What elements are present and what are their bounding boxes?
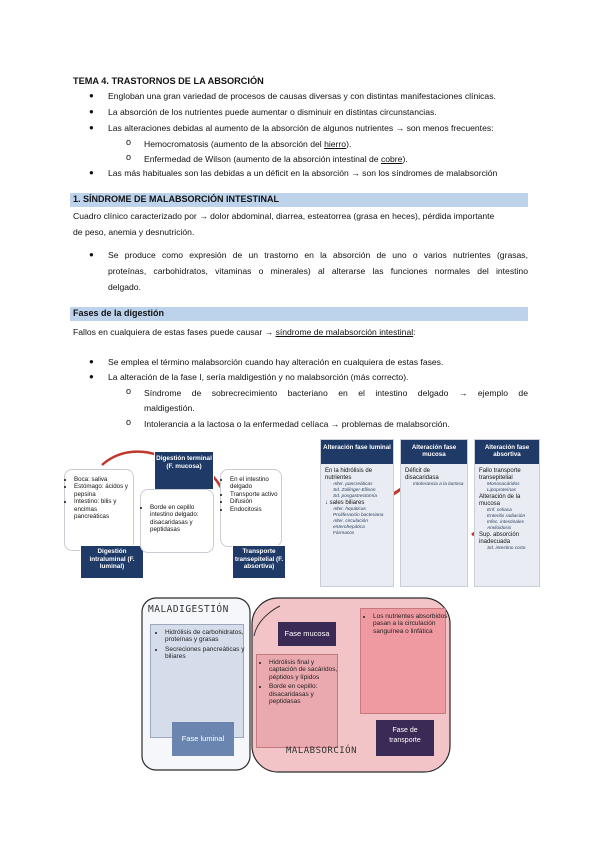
panel-title: Alteración fase mucosa xyxy=(401,440,467,464)
bullet-icon: ● xyxy=(89,372,94,381)
section-1-heading: 1. SÍNDROME DE MALABSORCIÓN INTESTINAL xyxy=(73,194,280,204)
intro-bullet-1: Engloban una gran variedad de procesos de causas diversas y con distintas manifestaciones clínicas. xyxy=(108,91,496,101)
circle-bullet-icon: o xyxy=(126,152,132,162)
fase-transporte-box: Fase de transporte xyxy=(376,720,434,756)
section-heading-band xyxy=(70,193,528,207)
clinical-line-2: de peso, anemia y desnutrición. xyxy=(73,227,195,237)
phase-sub-2: Intolerancia a la lactosa o la enfermedad celíaca → problemas de malabsorción. xyxy=(144,419,450,429)
failure-line: Fallos en cualquiera de estas fases puede causar → síndrome de malabsorción intestinal: xyxy=(73,327,416,337)
intro-bullet-2: La absorción de los nutrientes puede aumentar o disminuir en distintas circunstancias. xyxy=(108,107,437,117)
phase-sub-1-line-2: maldigestión. xyxy=(144,403,195,413)
bullet-icon: ● xyxy=(89,357,94,366)
panel-title: Alteración fase luminal xyxy=(321,440,393,464)
bullet-icon: ● xyxy=(89,91,94,100)
arrow-icon: → xyxy=(351,168,360,178)
mucosa-box: • Borde en cepillo intestino delgado: disacaridasas y peptidasas xyxy=(140,489,214,553)
mucosa-panel: • Hidrólisis final y captación de sacáridos, péptidos y lípidos • Borde en cepillo: disacaridasas y peptidasas xyxy=(256,654,338,748)
bullet-icon: ● xyxy=(89,107,94,116)
section-2-heading: Fases de la digestión xyxy=(73,308,165,318)
circle-bullet-icon: o xyxy=(126,417,132,427)
luminal-panel: • Hidrólisis de carbohidratos, proteínas y grasas • Secreciones pancreáticas y biliares xyxy=(150,624,244,738)
phase-bullet-1: Se emplea el término malabsorción cuando hay alteración en cualquiera de estas fases. xyxy=(108,357,444,367)
definition-line-1: Se produce como expresión de un trastorno en la absorción de uno o varios nutrientes (grasas, xyxy=(108,250,528,260)
definition-line-3: delgado. xyxy=(108,282,141,292)
phase-sub-1-line-1: Síndrome de sobrecrecimiento bacteriano en el intestino delgado → ejemplo de xyxy=(144,388,528,398)
label-transporte-transepitelial: Transporte transepitelial (F. absortiva) xyxy=(232,545,286,579)
circle-bullet-icon: o xyxy=(126,386,132,396)
intro-sub-1: Hemocromatosis (aumento de la absorción del hierro). xyxy=(144,139,352,149)
absorptive-box: • En el intestino delgado • Transporte activo • Difusión • Endocitosis xyxy=(220,469,282,547)
arrow-icon: → xyxy=(395,123,405,133)
bullet-icon: ● xyxy=(89,250,94,259)
bullet-icon: ● xyxy=(89,168,94,177)
fase-luminal-box: Fase luminal xyxy=(172,722,234,756)
intro-bullet-3: Las alteraciones debidas al aumento de la absorción de algunos nutrientes → son menos frecuentes: xyxy=(108,123,494,133)
clinical-line-1: Cuadro clínico caracterizado por → dolor abdominal, diarrea, esteatorrea (grasa en heces), pérdida importante xyxy=(73,211,495,221)
definition-line-2: proteínas, carbohidratos, vitaminas o minerales) al alterarse las funciones normales del intestino xyxy=(108,266,528,276)
page-title: TEMA 4. TRASTORNOS DE LA ABSORCIÓN xyxy=(73,76,264,86)
section-heading-band xyxy=(70,307,528,321)
panel-title: Alteración fase absortiva xyxy=(475,440,539,464)
panel-luminal: Alteración fase luminal En la hidrólisis de nutrientes Alter. pancreáticas Sd. Zollinger-Ellison Sd. posgastrectomía ↓ sales biliares Alter. hepáticas Proliferación bacteriana Alter. circulación enterohepática Fármacos xyxy=(320,439,394,587)
curved-arrow xyxy=(102,452,157,465)
handwritten-maldigestion: MALADIGESTIÓN xyxy=(148,604,229,615)
intro-bullet-4: Las más habituales son las debidas a un déficit en la absorción → son los síndromes de malabsorción xyxy=(108,168,498,178)
intro-sub-2: Enfermedad de Wilson (aumento de la absorción intestinal de cobre). xyxy=(144,154,408,164)
phase-bullet-2: La alteración de la fase I, sería maldigestión y no malabsorción (más correcto). xyxy=(108,372,409,382)
transporte-panel: • Los nutrientes absorbidos pasan a la circulación sanguínea o linfática xyxy=(360,608,446,714)
bullet-icon: ● xyxy=(89,123,94,132)
label-digestion-terminal: Digestión terminal (F. mucosa) xyxy=(154,451,214,490)
circle-bullet-icon: o xyxy=(126,137,132,147)
handwritten-malabsorcion: MALABSORCIÓN xyxy=(286,746,358,756)
maldigestion-malabsorcion-figure xyxy=(140,596,452,774)
digestion-phases-figure xyxy=(62,437,538,585)
panel-absortiva: Alteración fase absortiva Fallo transporte transepitelial Monosacáridos Lipoproteínas Alteración de la mucosa Enf. celiaca Enteritis radiación Infec. intestinales Amiloidosis Sup. absorción inadecuada Sd. intestino corto xyxy=(474,439,540,587)
luminal-box: • Boca: saliva • Estómago: ácidos y pepsina • Intestino: bilis y encimas pancreáticas xyxy=(64,469,134,551)
fase-mucosa-box: Fase mucosa xyxy=(278,622,336,646)
panel-mucosa: Alteración fase mucosa Déficit de disacaridasa Intolerancia a la lactosa xyxy=(400,439,468,587)
label-digestion-intraluminal: Digestión intraluminal (F. luminal) xyxy=(80,545,144,579)
